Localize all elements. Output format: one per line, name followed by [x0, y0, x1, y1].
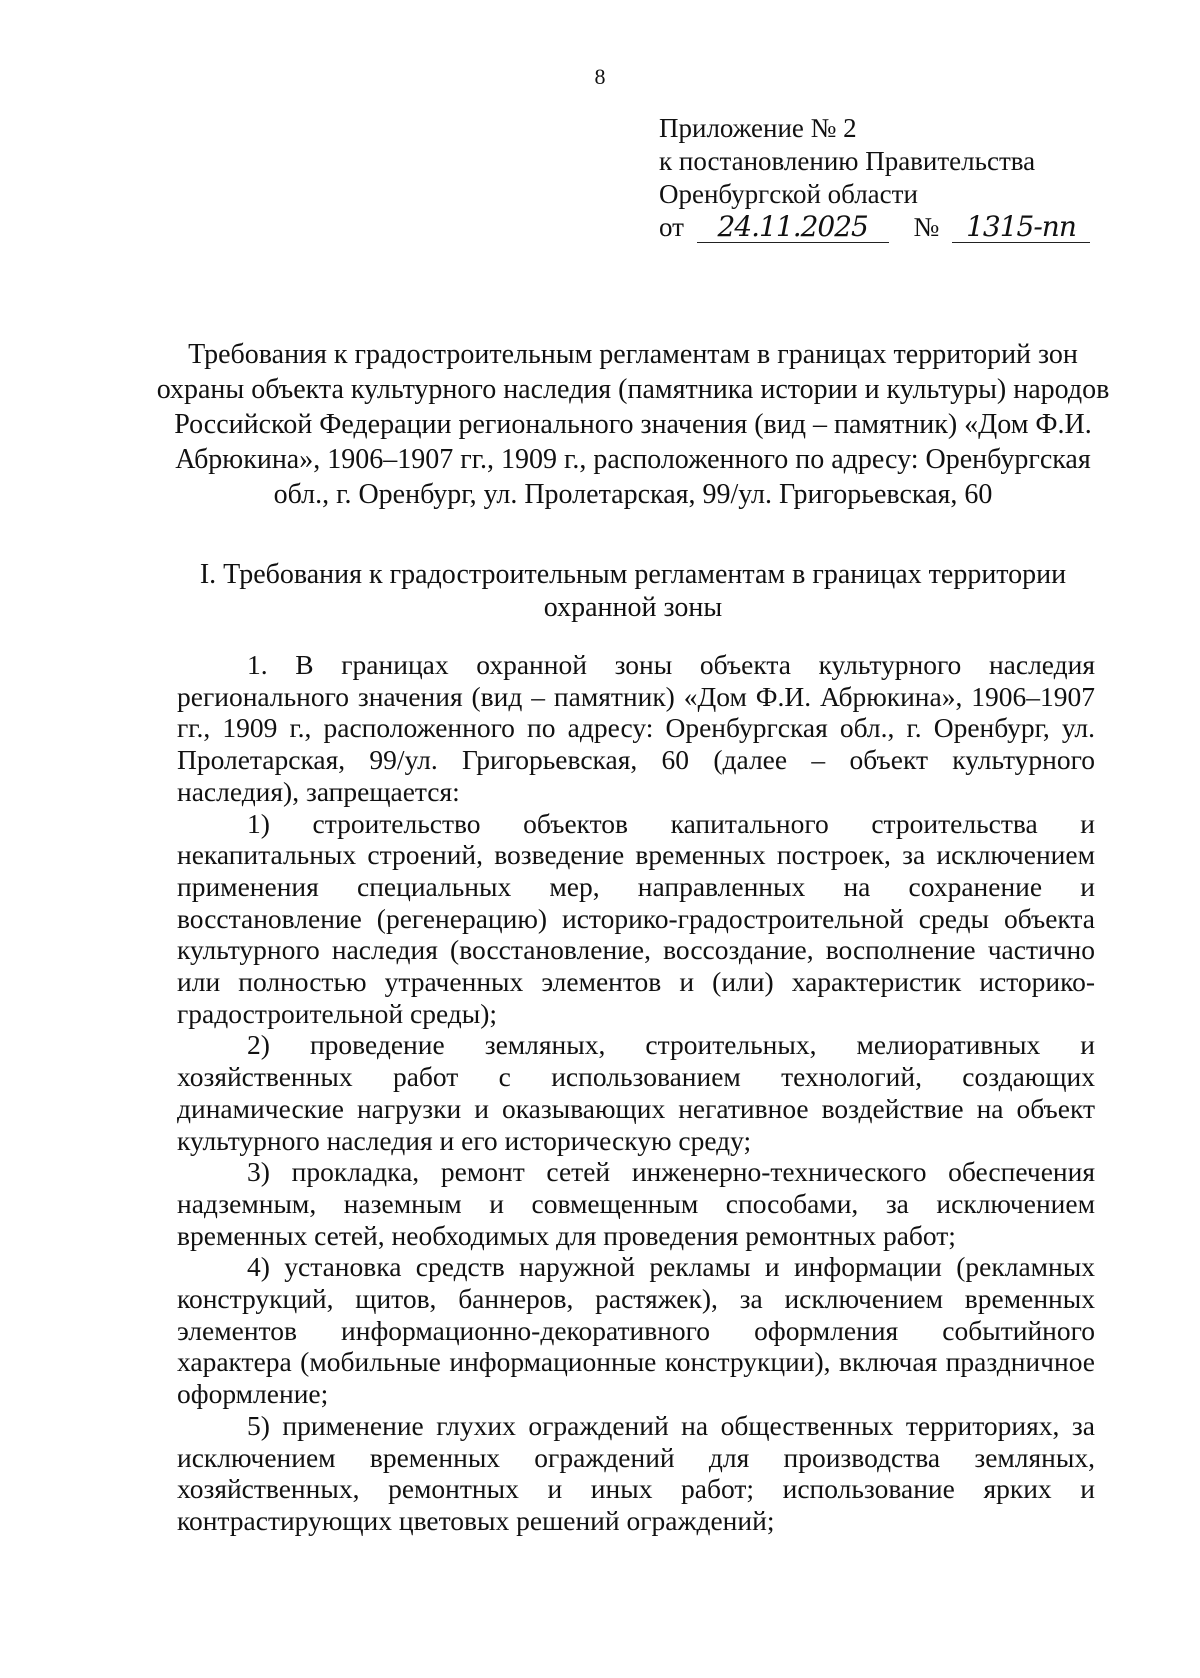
section-heading: I. Требования к градостроительным регламентам в границах территории охранной зоны [199, 559, 1067, 623]
appendix-line-3: Оренбургской области [659, 179, 918, 209]
date-prefix: от [659, 212, 684, 242]
list-item-4: 4) установка средств наружной рекламы и информации (рекламных конструкций, щитов, баннеров, растяжек), за исключением временных элементов информационно-декоративного оформления событийного характера (мобильные информационные конструкции), включая праздничное оформление; [177, 1251, 1095, 1410]
list-item-5: 5) применение глухих ограждений на общественных территориях, за исключением временных ограждений для производства земляных, хозяйственных, ремонтных и иных работ; использование ярких и контрастирующих цветовых решений ограждений; [177, 1409, 1095, 1536]
appendix-line-2: к постановлению Правительства [659, 146, 1036, 176]
list-item-3: 3) прокладка, ремонт сетей инженерно-технического обеспечения надземным, наземным и совмещенным способами, за исключением временных сетей, необходимых для проведения ремонтных работ; [177, 1156, 1095, 1251]
appendix-date-line [659, 211, 1090, 244]
number-prefix: № [913, 212, 940, 242]
list-item-2: 2) проведение земляных, строительных, мелиоративных и хозяйственных работ с использованием технологий, создающих динамические нагрузки и оказывающих негативное воздействие на объект культурного наследия и его историческую среду; [177, 1029, 1095, 1156]
list-item-1: 1) строительство объектов капитального строительства и некапитальных строений, возведение временных построек, за исключением применения специальных мер, направленных на сохранение и восстановление (регенерацию) историко-градостроительной среды объекта культурного наследия (восстановление, воссоздание, восполнение частично или полностью утраченных элементов и (или) характеристик историко-градостроительной среды); [177, 807, 1095, 1029]
appendix-line-1: Приложение № 2 [659, 113, 857, 143]
handwritten-number: 1315-пп [952, 213, 1090, 243]
document-title: Требования к градостроительным регламентам в границах территорий зон охраны объекта культурного наследия (памятника истории и культуры) народов Российской Федерации регионального значения (вид – памятник) «Дом Ф.И. Абрюкина», 1906–1907 гг., 1909 г., расположенного по адресу: Оренбургская обл., г. Оренбург, ул. Пролетарская, 99/ул. Григорьевская, 60 [156, 339, 1110, 510]
paragraph-1: 1. В границах охранной зоны объекта культурного наследия регионального значения (вид – памятник) «Дом Ф.И. Абрюкина», 1906–1907 гг., 1909 г., расположенного по адресу: Оренбургская обл., г. Оренбург, ул. Пролетарская, 99/ул. Григорьевская, 60 (далее – объект культурного наследия), запрещается: [177, 649, 1095, 807]
appendix-header [659, 112, 1090, 244]
page-number: 8 [594, 64, 606, 89]
document-body [177, 649, 1095, 1537]
handwritten-date: 24.11.2025 [697, 213, 889, 243]
